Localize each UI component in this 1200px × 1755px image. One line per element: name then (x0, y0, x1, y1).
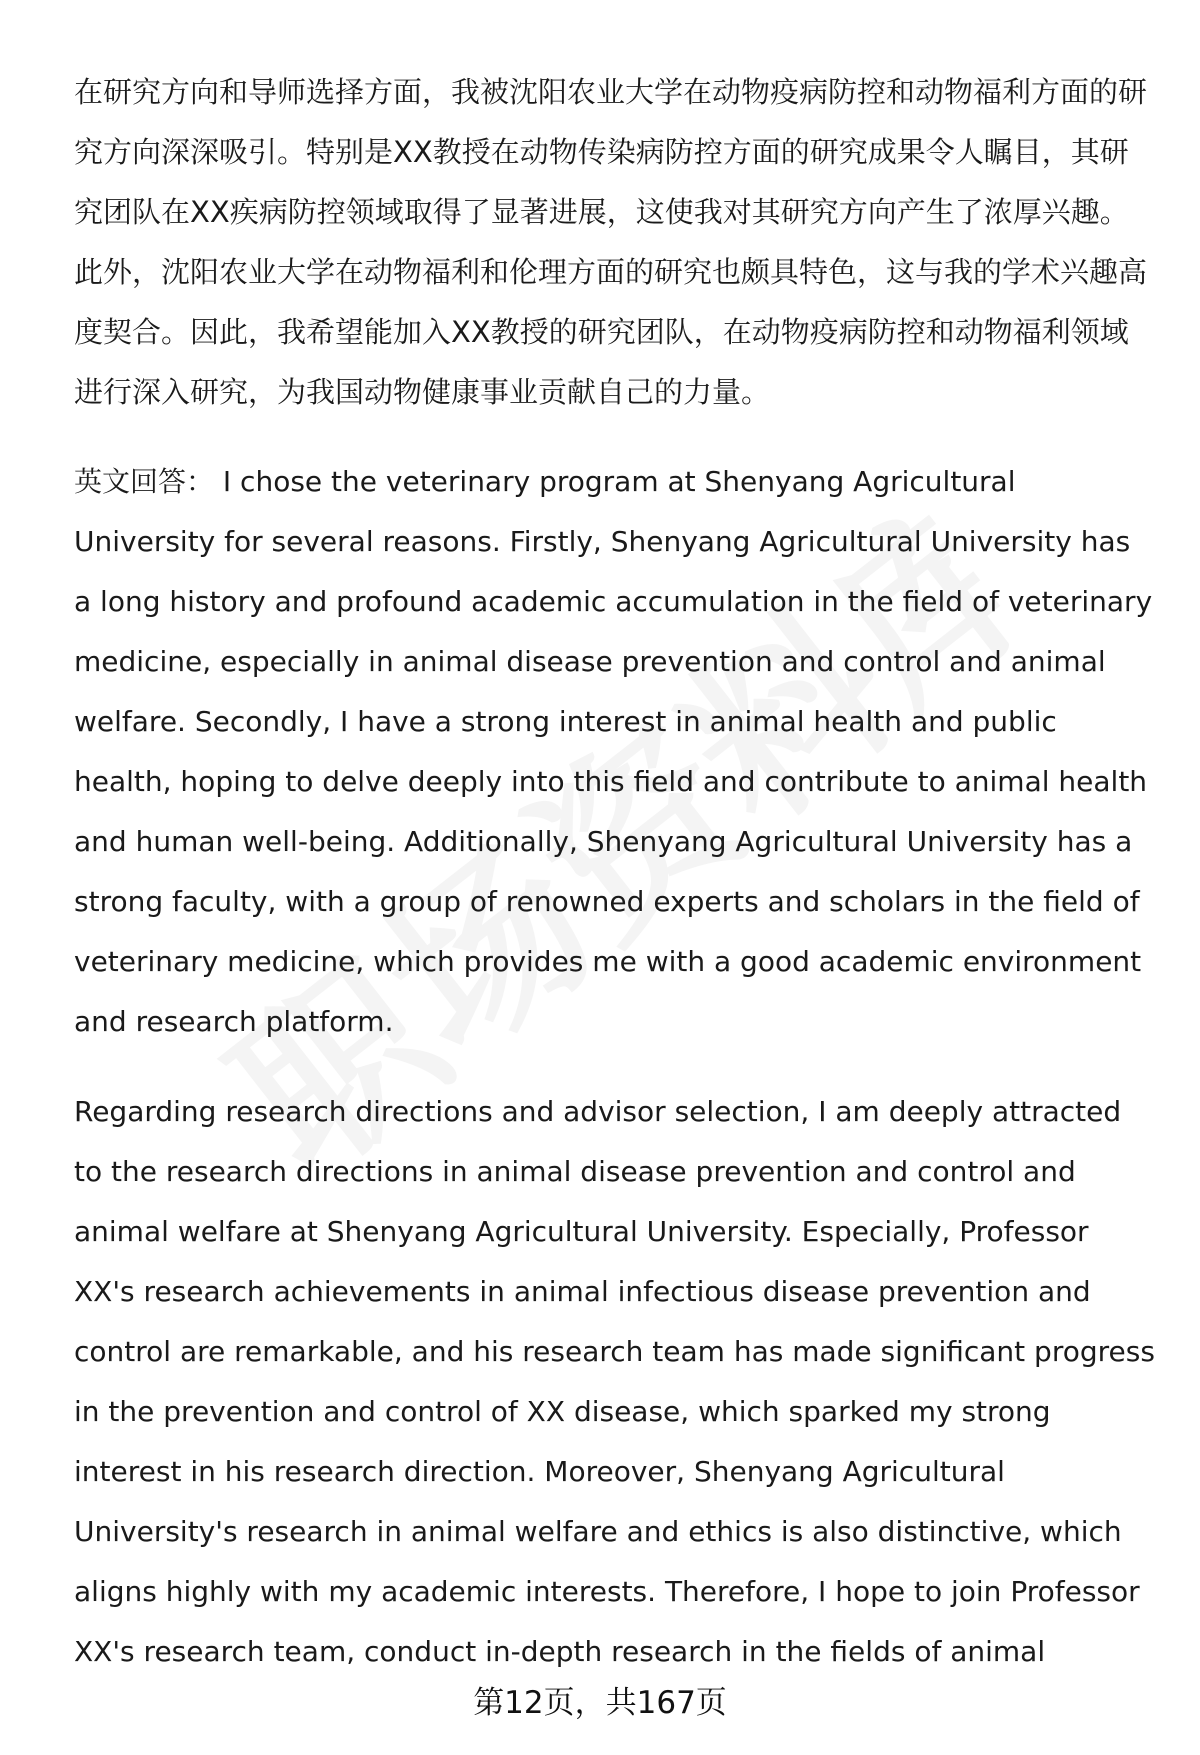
paragraph-english-research: Regarding research directions and advisor selection, I am deeply attracted to the research directions in animal disease prevention and control and animal welfare at Shenyang Agricultural University. Especially, Professor XX's research achievements in animal infectious disease prevention and control are remarkable, and his research team has made significant progress in the prevention and control of XX disease, which sparked my strong interest in his research direction. Moreover, Shenyang Agricultural University's research in animal welfare and ethics is also distinctive, which aligns highly with my academic interests. Therefore, I hope to join Professor XX's research team, conduct in-depth research in the fields of animal (74, 1095, 1155, 1668)
paragraph-english-answer: 英文回答： I chose the veterinary program at Shenyang Agricultural University for several reasons. Firstly, Shenyang Agricultural University has a long history and profound academic accumulation in the field of veterinary medicine, especially in animal disease prevention and control and animal welfare. Secondly, I have a strong interest in animal health and public health, hoping to delve deeply into this field and contribute to animal health and human well-being. Additionally, Shenyang Agricultural University has a strong faculty, with a group of renowned experts and scholars in the field of veterinary medicine, which provides me with a good academic environment and research platform. (74, 465, 1153, 1038)
page-indicator: 第12页，共167页 (473, 1685, 727, 1721)
paragraph-chinese: 在研究方向和导师选择方面，我被沈阳农业大学在动物疫病防控和动物福利方面的研究方向深深吸引。特别是XX教授在动物传染病防控方面的研究成果令人瞩目，其研究团队在XX疾病防控领域取得了显著进展，这使我对其研究方向产生了浓厚兴趣。此外，沈阳农业大学在动物福利和伦理方面的研究也颇具特色，这与我的学术兴趣高度契合。因此，我希望能加入XX教授的研究团队，在动物疫病防控和动物福利领域进行深入研究，为我国动物健康事业贡献自己的力量。 (74, 75, 1148, 409)
document-body (74, 62, 1156, 1682)
